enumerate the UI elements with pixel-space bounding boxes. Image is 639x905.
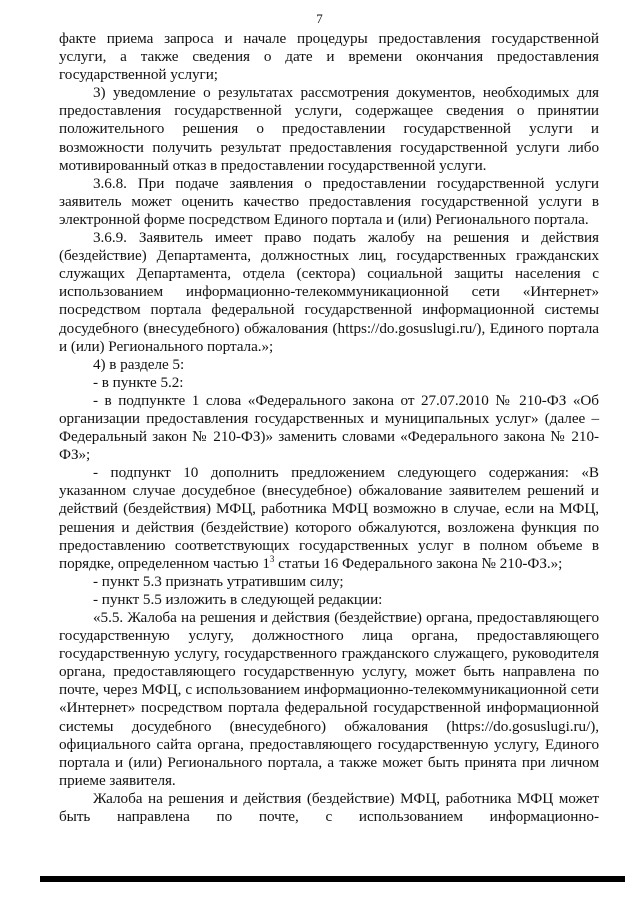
document-body	[59, 30, 599, 826]
page-number: 7	[316, 11, 323, 26]
paragraph-subpoint-1: - в подпункте 1 слова «Федерального закона от 27.07.2010 № 210-ФЗ «Об организации предоставления государственных и муниципальных услуг» (далее – Федеральный закон № 210-ФЗ)» заменить словами «Федерального закона № 210-ФЗ»;	[59, 391, 599, 464]
paragraph-point-5-5: - пункт 5.5 изложить в следующей редакции:	[93, 590, 383, 608]
paragraph-subpoint-10	[59, 464, 599, 573]
paragraph-item-3: 3) уведомление о результатах рассмотрения документов, необходимых для предоставления государственной услуги, содержащее сведения о принятии положительного решения о предоставлении государственной услуги и возможности получить результат предоставления государственной услуги либо мотивированный отказ в предоставлении государственной услуги.	[59, 84, 599, 174]
paragraph-point-5-5-text: «5.5. Жалоба на решения и действия (бездействие) органа, предоставляющего государственную услугу, должностного лица органа, предоставляющего государственную услугу, государственного гражданского служащего, руководителя органа, предоставляющего государственную услугу, может быть направлена по почте, через МФЦ, с использованием информационно-телекоммуникационной сети «Интернет» посредством портала федеральной государственной информационной системы досудебного (внесудебного) обжалования (https://do.gosuslugi.ru/), официального сайта органа, предоставляющего государственную услугу, Единого портала и (или) Регионального портала, а также может быть принята при личном приеме заявителя.	[59, 609, 599, 789]
paragraph-3-6-9: 3.6.9. Заявитель имеет право подать жалобу на решения и действия (бездействие) Департамента, должностных лиц, государственных гражданских служащих Департамента, отдела (сектора) социальной защиты населения с использованием информационно-телекоммуникационной сети «Интернет» посредством портала федеральной государственной информационной системы досудебного (внесудебного) обжалования (https://do.gosuslugi.ru/), Единого портала и (или) Регионального портала.»;	[59, 229, 599, 355]
superscript-part-number: 3	[269, 553, 275, 564]
paragraph-section-5: 4) в разделе 5:	[93, 355, 185, 373]
paragraph-continuation: факте приема запроса и начале процедуры предоставления государственной услуги, а также сведения о дате и времени окончания предоставления государственной услуги;	[59, 30, 599, 84]
paragraph-3-6-8: 3.6.8. При подаче заявления о предоставлении государственной услуги заявитель может оценить качество предоставления государственной услуги в электронной форме посредством Единого портала и (или) Регионального портала.	[59, 174, 599, 228]
paragraph-point-5-2: - в пункте 5.2:	[93, 373, 184, 391]
bottom-rule	[40, 876, 625, 882]
subpoint-10-text-end: статьи 16 Федерального закона № 210-ФЗ.»;	[274, 554, 563, 572]
paragraph-mfc-complaint: Жалоба на решения и действия (бездействие) МФЦ, работника МФЦ может быть направлена по почте, с использованием информационно-	[59, 789, 599, 826]
subpoint-10-text: - подпункт 10 дополнить предложением следующего содержания: «В указанном случае досудебное (внесудебное) обжалование заявителем решений и действий (бездействия) МФЦ, работника МФЦ возможно в случае, если на МФЦ, решения и действия (бездействие) которого обжалуются, возложена функция по предоставлению соответствующих государственных услуг в полном объеме в порядке, определенном частью 1	[59, 464, 599, 572]
paragraph-point-5-3: - пункт 5.3 признать утратившим силу;	[93, 572, 344, 590]
